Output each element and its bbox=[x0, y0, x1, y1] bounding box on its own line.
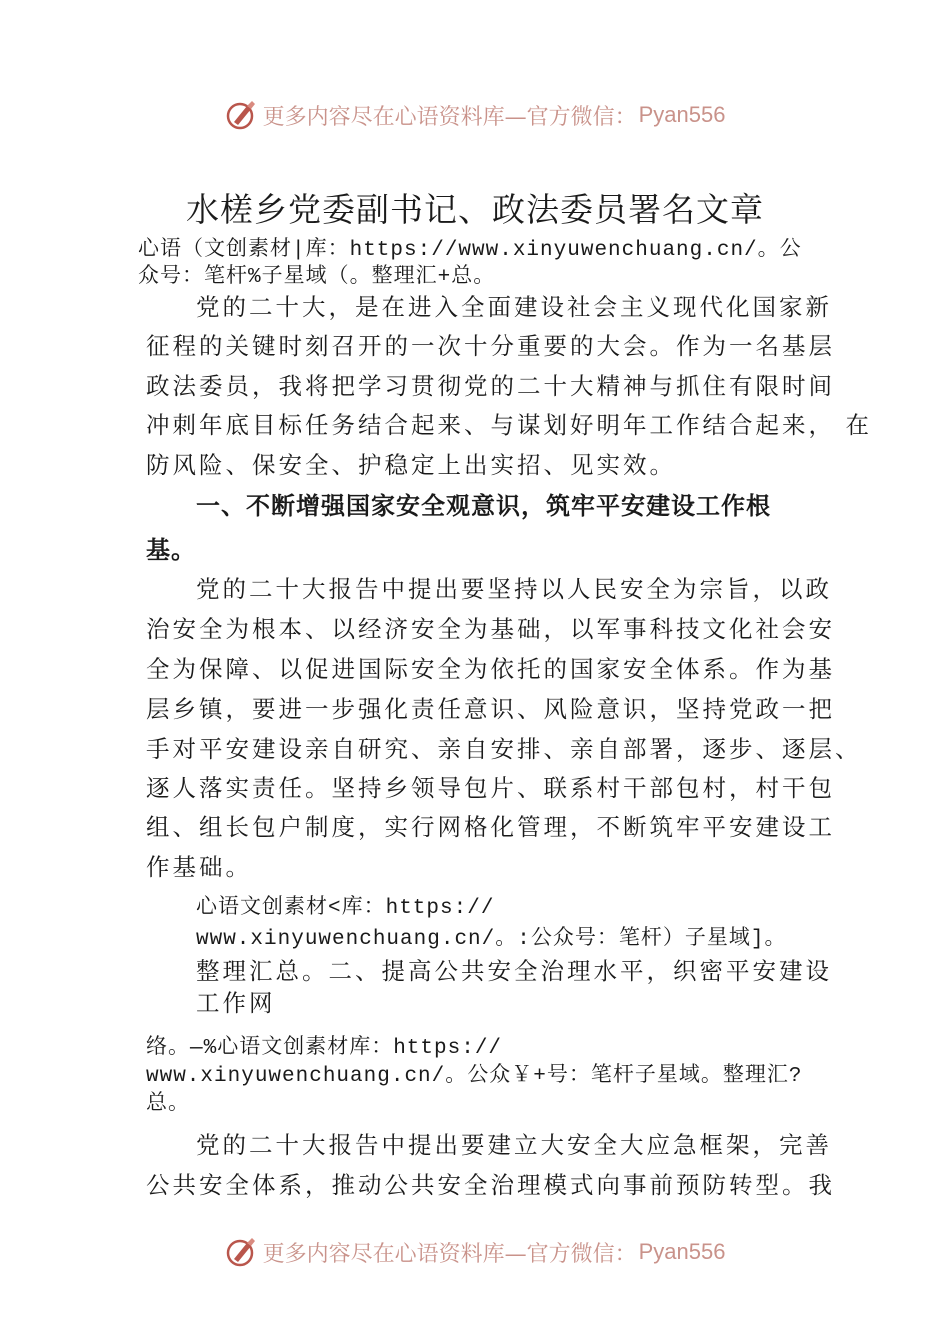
text-line: 心语文创素材<库：https:// bbox=[196, 897, 495, 920]
text-line: 冲刺年底目标任务结合起来、与谋划好明年工作结合起来， 在 bbox=[146, 411, 872, 439]
text-line: 逐人落实责任。坚持乡领导包片、联系村干部包村，村干包 bbox=[146, 774, 835, 802]
text-line: 党的二十大报告中提出要建立大安全大应急框架，完善 bbox=[196, 1131, 832, 1159]
text-line: 治安全为根本、以经济安全为基础，以军事科技文化社会安 bbox=[146, 615, 835, 643]
text-line: 作基础。 bbox=[146, 853, 252, 881]
text-line: 防风险、保安全、护稳定上出实招、见实效。 bbox=[146, 451, 676, 479]
text-line: 众号：笔杆%子星域（。整理汇+总。 bbox=[138, 266, 496, 289]
text-line: 公共安全体系，推动公共安全治理模式向事前预防转型。我 bbox=[146, 1171, 835, 1199]
text-line: 整理汇总。二、提高公共安全治理水平，织密平安建设 bbox=[196, 957, 832, 985]
text-line: www.xinyuwenchuang.cn/。:公众号：笔杆）子星域]。 bbox=[196, 928, 787, 951]
text-line: www.xinyuwenchuang.cn/。公众￥+号：笔杆子星域。整理汇? bbox=[146, 1065, 803, 1088]
text-line: 层乡镇，要进一步强化责任意识、风险意识，坚持党政一把 bbox=[146, 695, 835, 723]
text-line: 总。 bbox=[146, 1093, 190, 1116]
text-line: 党的二十大报告中提出要坚持以人民安全为宗旨，以政 bbox=[196, 575, 832, 603]
text-line: 心语（文创素材|库：https://www.xinyuwenchuang.cn/。公 bbox=[138, 239, 802, 262]
header-watermark bbox=[0, 95, 950, 135]
text-line: 征程的关键时刻召开的一次十分重要的大会。作为一名基层 bbox=[146, 332, 835, 360]
text-line: 络。—%心语文创素材库：https:// bbox=[146, 1037, 503, 1060]
banner-text: 更多内容尽在心语资料库—官方微信： bbox=[262, 104, 637, 130]
section-heading: 基。 bbox=[146, 536, 196, 564]
banner-wechat-id: Pyan556 bbox=[638, 1239, 726, 1264]
text-line: 全为保障、以促进国际安全为依托的国家安全体系。作为基 bbox=[146, 655, 835, 683]
section-heading: 一、不断增强国家安全观意识，筑牢平安建设工作根 bbox=[196, 492, 771, 520]
banner-text: 更多内容尽在心语资料库—官方微信： bbox=[262, 1241, 637, 1267]
document-title: 水槎乡党委副书记、政法委员署名文章 bbox=[186, 190, 764, 229]
text-line: 政法委员，我将把学习贯彻党的二十大精神与抓住有限时间 bbox=[146, 372, 835, 400]
text-line: 党的二十大，是在进入全面建设社会主义现代化国家新 bbox=[196, 293, 832, 321]
footer-watermark bbox=[0, 1232, 950, 1272]
text-line: 手对平安建设亲自研究、亲自安排、亲自部署，逐步、逐层、 bbox=[146, 735, 862, 763]
pen-seal-icon bbox=[225, 98, 259, 132]
pen-seal-icon bbox=[225, 1235, 259, 1269]
text-line: 组、组长包户制度，实行网格化管理，不断筑牢平安建设工 bbox=[146, 813, 835, 841]
banner-wechat-id: Pyan556 bbox=[638, 102, 726, 127]
text-line: 工作网 bbox=[196, 989, 276, 1017]
